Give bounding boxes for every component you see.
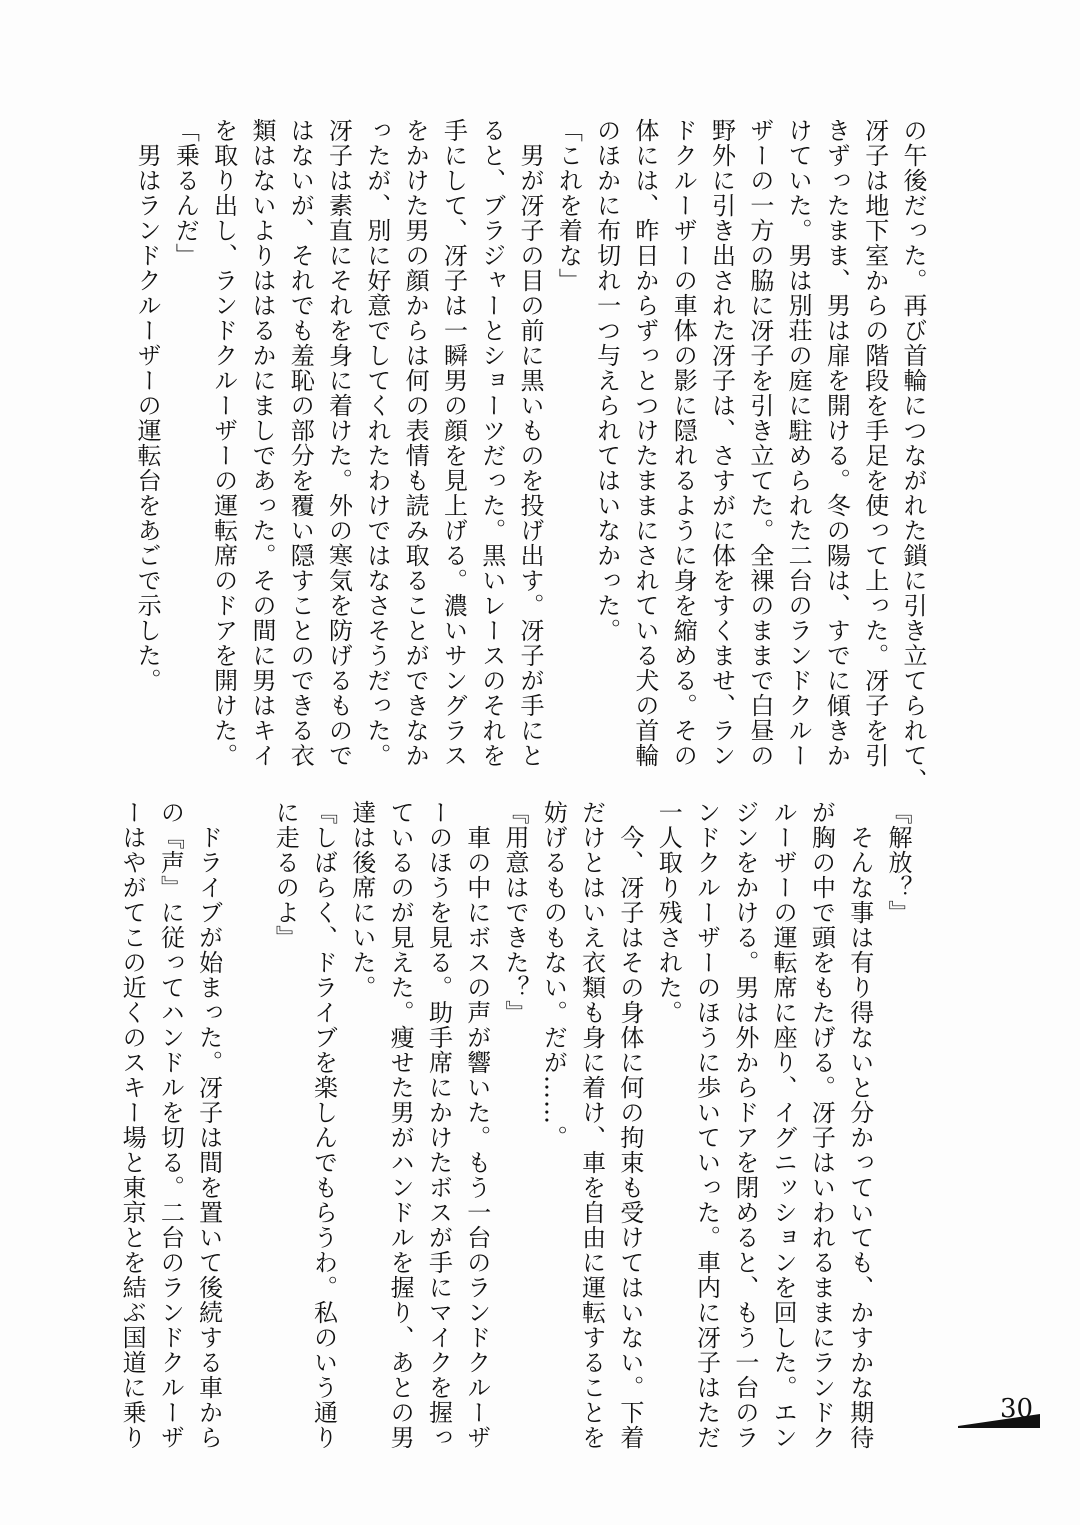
text-column: 野外に引き出された冴子は、さすがに体をすくませ、ラン — [707, 118, 736, 768]
page-number: 30 — [1000, 1394, 1034, 1424]
text-column: 男はランドクルーザーの運転台をあごで示した。 — [133, 118, 162, 693]
text-column: ると、ブラジャーとショーツだった。黒いレースのそれを — [477, 118, 506, 768]
text-column: ルーザーの運転席に座り、イグニッションを回した。エン — [769, 800, 798, 1450]
text-column: ドライブが始まった。冴子は間を置いて後続する車から — [194, 800, 223, 1450]
text-column: の『声』に従ってハンドルを切る。二台のランドクルーザ — [156, 800, 185, 1450]
text-column: ドクルーザーの車体の影に隠れるように身を縮める。その — [669, 118, 698, 768]
text-column: けていた。男は別荘の庭に駐められた二台のランドクルー — [784, 118, 813, 768]
text-column: 男が冴子の目の前に黒いものを投げ出す。冴子が手にと — [516, 118, 545, 768]
text-column: はないが、それでも羞恥の部分を覆い隠すことのできる衣 — [286, 118, 315, 768]
text-column: 達は後席にいた。 — [347, 800, 376, 1000]
text-column: ーのほうを見る。助手席にかけたボスが手にマイクを握っ — [424, 800, 453, 1450]
text-column: ったが、別に好意でしてくれたわけではなさそうだった。 — [362, 118, 391, 768]
text-column: をかけた男の顔からは何の表情も読み取ることができなか — [401, 118, 430, 768]
text-column: ているのが見えた。痩せた男がハンドルを握り、あとの男 — [386, 800, 415, 1450]
text-column: 類はないよりははるかにましであった。その間に男はキイ — [247, 118, 276, 768]
text-column: 今、冴子はその身体に何の拘束も受けてはいない。下着 — [615, 800, 644, 1450]
lower-text-block — [113, 800, 917, 1450]
text-column: 体には、昨日からずっとつけたままにされている犬の首輪 — [630, 118, 659, 768]
text-column: ジンをかける。男は外からドアを閉めると、もう一台のラ — [730, 800, 759, 1450]
text-column: だけとはいえ衣類も身に着け、車を自由に運転することを — [577, 800, 606, 1450]
text-column: 車の中にボスの声が響いた。もう一台のランドクルーザ — [462, 800, 491, 1450]
upper-text-block — [128, 118, 932, 793]
text-column: 『用意はできた？』 — [501, 800, 530, 1025]
text-column: 『解放？』 — [884, 800, 912, 925]
text-column — [228, 800, 266, 1440]
text-column: ザーの一方の脇に冴子を引き立てた。全裸のままで白昼の — [745, 118, 774, 768]
text-column: のほかに布切れ一つ与えられてはいなかった。 — [592, 118, 621, 643]
text-column: 一人取り残された。 — [654, 800, 683, 1025]
text-column: そんな事は有り得ないと分かっていても、かすかな期待 — [845, 800, 874, 1450]
text-column: 手にして、冴子は一瞬男の顔を見上げる。濃いサングラス — [439, 118, 468, 768]
text-column: ーはやがてこの近くのスキー場と東京とを結ぶ国道に乗り — [118, 800, 147, 1450]
text-column: の午後だった。再び首輪につながれた鎖に引き立てられて、 — [899, 118, 927, 793]
text-column: 「これを着な」 — [554, 118, 583, 293]
text-column: ンドクルーザーのほうに歩いていった。車内に冴子はただ — [692, 800, 721, 1450]
text-column: 「乗るんだ」 — [171, 118, 200, 268]
text-column: 冴子は素直にそれを身に着けた。外の寒気を防げるもので — [324, 118, 353, 768]
text-column: 妨げるものもない。だが……。 — [539, 800, 568, 1150]
text-column: が胸の中で頭をもたげる。冴子はいわれるままにランドク — [807, 800, 836, 1450]
text-column: に走るのよ』 — [271, 800, 300, 950]
text-column: きずったまま、男は扉を開ける。冬の陽は、すでに傾きか — [822, 118, 851, 768]
text-column: 『しばらく、ドライブを楽しんでもらうわ。私のいう通り — [309, 800, 338, 1450]
text-column: 冴子は地下室からの階段を手足を使って上った。冴子を引 — [860, 118, 889, 768]
text-column: を取り出し、ランドクルーザーの運転席のドアを開けた。 — [209, 118, 238, 768]
